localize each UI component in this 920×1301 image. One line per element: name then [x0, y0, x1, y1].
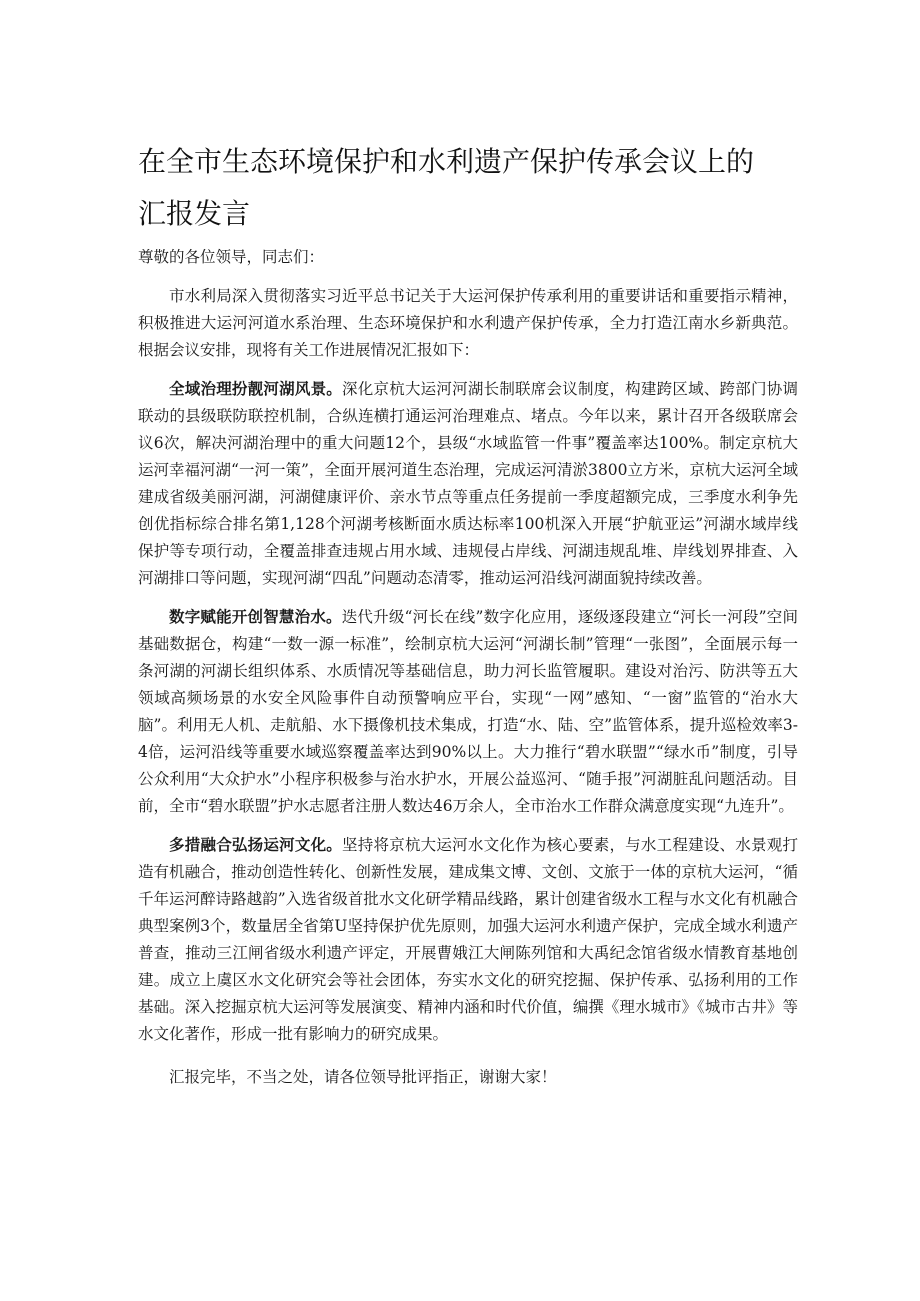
title-line-1: 在全市生态环境保护和水利遗产保护传承会议上的	[138, 145, 755, 178]
section-heading-1: 全域治理扮靓河湖风景。	[169, 380, 343, 398]
section-paragraph-1	[138, 376, 798, 592]
section-paragraph-2	[138, 604, 798, 820]
section-heading-3: 多措融合弘扬运河文化。	[169, 836, 343, 854]
section-paragraph-3	[138, 832, 798, 1048]
section-body-3: 坚持将京杭大运河水文化作为核心要素，与水工程建设、水景观打造有机融合，推动创造性转化、创新性发展，建成集文博、文创、文旅于一体的京杭大运河，“循千年运河醉诗路越韵”入选省级首批水文化研学精品线路，累计创建省级水工程与水文化有机融合典型案例3个，数量居全省第U坚持保护优先原则，加强大运河水利遗产保护，完成全域水利遗产普查，推动三江闸省级水利遗产评定，开展曹娥江大闸陈列馆和大禹纪念馆省级水情教育基地创建。成立上虞区水文化研究会等社会团体，夯实水文化的研究挖掘、保护传承、弘扬利用的工作基础。深入挖掘京杭大运河等发展演变、精神内涵和时代价值，编撰《理水城市》《城市古井》等水文化著作，形成一批有影响力的研究成果。	[138, 836, 798, 1043]
section-heading-2: 数字赋能开创智慧治水。	[169, 608, 342, 626]
title-line-2: 汇报发言	[138, 197, 251, 230]
closing-paragraph: 汇报完毕，不当之处，请各位领导批评指正，谢谢大家！	[169, 1068, 557, 1086]
section-body-1: 深化京杭大运河河湖长制联席会议制度，构建跨区域、跨部门协调联动的县级联防联控机制，合纵连横打通运河治理难点、堵点。今年以来，累计召开各级联席会议6次，解决河湖治理中的重大问题12个，县级“水域监管一件事”覆盖率达100%。制定京杭大运河幸福河湖“一河一策”，全面开展河道生态治理，完成运河清淤3800立方米，京杭大运河全域建成省级美丽河湖，河湖健康评价、亲水节点等重点任务提前一季度超额完成，三季度水利争先创优指标综合排名第1,128个河湖考核断面水质达标率100机深入开展“护航亚运”河湖水域岸线保护等专项行动，全覆盖排查违规占用水域、违规侵占岸线、河湖违规乱堆、岸线划界排查、入河湖排口等问题，实现河湖“四乱”问题动态清零，推动运河沿线河湖面貌持续改善。	[138, 380, 798, 587]
document-title	[138, 136, 798, 240]
section-body-2: 迭代升级“河长在线”数字化应用，逐级逐段建立“河长一河段”空间基础数据仓，构建“一数一源一标准”，绘制京杭大运河“河湖长制”管理“一张图”，全面展示每一条河湖的河湖长组织体系、水质情况等基础信息，助力河长监管履职。建设对治污、防洪等五大领域高频场景的水安全风险事件自动预警响应平台，实现“一网”感知、“一窗”监管的“治水大脑”。利用无人机、走航船、水下摄像机技术集成，打造“水、陆、空”监管体系，提升巡检效率3-4倍，运河沿线等重要水域巡察覆盖率达到90%以上。大力推行“碧水联盟”“绿水币”制度，引导公众利用“大众护水”小程序积极参与治水护水，开展公益巡河、“随手报”河湖脏乱问题活动。目前，全市“碧水联盟”护水志愿者注册人数达46万余人，全市治水工作群众满意度实现“九连升”。	[138, 608, 798, 815]
document-body	[138, 244, 798, 1091]
salutation: 尊敬的各位领导，同志们：	[138, 248, 325, 266]
intro-paragraph: 市水利局深入贯彻落实习近平总书记关于大运河保护传承利用的重要讲话和重要指示精神，积极推进大运河河道水系治理、生态环境保护和水利遗产保护传承，全力打造江南水乡新典范。根据会议安排，现将有关工作进展情况汇报如下：	[138, 287, 798, 359]
